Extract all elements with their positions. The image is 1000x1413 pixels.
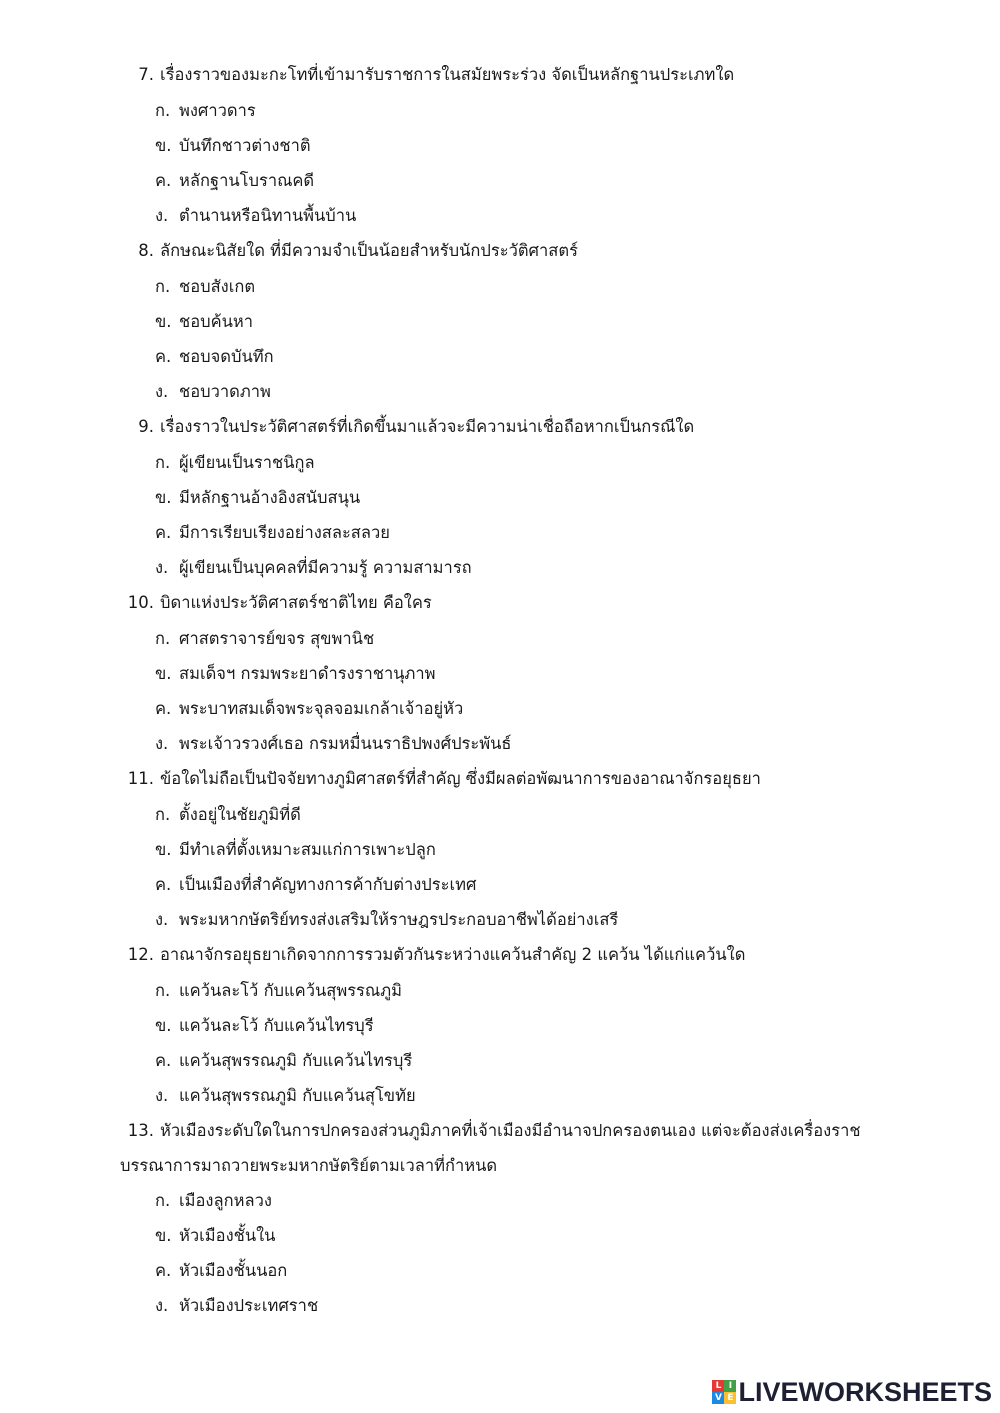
option-8-c (155, 345, 274, 369)
option-13-b (155, 1224, 275, 1248)
question-text: บิดาแห่งประวัติศาสตร์ชาติไทย คือใคร (160, 593, 432, 612)
option-letter: ค. (155, 699, 172, 718)
option-text: หัวเมืองประเทศราช (179, 1296, 319, 1315)
option-text: มีหลักฐานอ้างอิงสนับสนุน (179, 488, 361, 507)
logo-icon-letter: V (712, 1392, 724, 1404)
option-12-b (155, 1014, 374, 1038)
option-text: ศาสตราจารย์ขจร สุขพานิช (179, 629, 375, 648)
option-letter: ค. (155, 523, 172, 542)
option-10-b (155, 662, 436, 686)
question-text: ข้อใดไม่ถือเป็นปัจจัยทางภูมิศาสตร์ที่สำคัญ ซึ่งมีผลต่อพัฒนาการของอาณาจักรอยุธยา (160, 769, 761, 788)
question-text: ลักษณะนิสัยใด ที่มีความจำเป็นน้อยสำหรับนักประวัติศาสตร์ (160, 241, 578, 260)
option-letter: ก. (155, 629, 171, 648)
option-letter: ก. (155, 805, 171, 824)
question-13-continued: บรรณาการมาถวายพระมหากษัตริย์ตามเวลาที่กำหนด (120, 1156, 498, 1175)
question-number: 11. (127, 769, 154, 788)
logo-text: LIVEWORKSHEETS (738, 1377, 992, 1407)
option-letter: ข. (155, 1016, 172, 1035)
option-text: พงศาวดาร (179, 101, 256, 120)
option-text: ชอบจดบันทึก (179, 347, 274, 366)
logo-icon-letter: L (712, 1380, 724, 1392)
option-11-a (155, 803, 301, 827)
option-text: ตำนานหรือนิทานพื้นบ้าน (179, 206, 357, 225)
question-number: 10. (127, 593, 154, 612)
option-text: ชอบวาดภาพ (179, 382, 271, 401)
option-letter: ค. (155, 875, 172, 894)
option-text: มีทำเลที่ตั้งเหมาะสมแก่การเพาะปลูก (179, 840, 436, 859)
question-11 (120, 767, 761, 791)
option-letter: ก. (155, 453, 171, 472)
option-8-d (155, 380, 271, 404)
option-letter: ข. (155, 664, 172, 683)
option-text: บันทึกชาวต่างชาติ (179, 136, 311, 155)
question-text: หัวเมืองระดับใดในการปกครองส่วนภูมิภาคที่เจ้าเมืองมีอำนาจปกครองตนเอง แต่จะต้องส่งเครื่องราช (160, 1121, 861, 1140)
option-11-b (155, 838, 436, 862)
option-12-a (155, 979, 402, 1003)
option-9-d (155, 556, 472, 580)
question-text: อาณาจักรอยุธยาเกิดจากการรวมตัวกันระหว่างแคว้นสำคัญ 2 แคว้น ได้แก่แคว้นใด (160, 945, 746, 964)
question-10 (120, 591, 432, 615)
option-text: แคว้นสุพรรณภูมิ กับแคว้นสุโขทัย (179, 1086, 416, 1105)
option-7-a (155, 99, 256, 123)
liveworksheets-logo-icon (712, 1380, 736, 1404)
option-text: เมืองลูกหลวง (179, 1191, 272, 1210)
option-text: แคว้นละโว้ กับแคว้นสุพรรณภูมิ (179, 981, 402, 1000)
option-8-a (155, 275, 255, 299)
option-letter: ข. (155, 136, 172, 155)
option-10-d (155, 732, 512, 756)
option-letter: ข. (155, 1226, 172, 1245)
option-text: ตั้งอยู่ในชัยภูมิที่ดี (179, 805, 301, 824)
option-letter: ง. (155, 558, 169, 577)
option-7-d (155, 204, 356, 228)
option-text: พระมหากษัตริย์ทรงส่งเสริมให้ราษฎรประกอบอาชีพได้อย่างเสรี (179, 910, 619, 929)
option-text: ชอบสังเกต (179, 277, 256, 296)
option-10-a (155, 627, 374, 651)
question-number: 7. (138, 65, 154, 84)
question-7 (120, 63, 734, 87)
option-text: หัวเมืองชั้นใน (179, 1226, 276, 1245)
option-letter: ก. (155, 1191, 171, 1210)
question-number: 12. (127, 945, 154, 964)
option-9-b (155, 486, 360, 510)
option-13-c (155, 1259, 287, 1283)
question-12 (120, 943, 745, 967)
option-text: เป็นเมืองที่สำคัญทางการค้ากับต่างประเทศ (179, 875, 477, 894)
option-letter: ข. (155, 488, 172, 507)
liveworksheets-logo[interactable] (712, 1378, 992, 1406)
option-text: สมเด็จฯ กรมพระยาดำรงราชานุภาพ (179, 664, 436, 683)
option-text: หัวเมืองชั้นนอก (179, 1261, 288, 1280)
option-letter: ง. (155, 1296, 169, 1315)
option-letter: ข. (155, 312, 172, 331)
logo-icon-letter: I (724, 1380, 736, 1392)
question-number: 13. (127, 1121, 154, 1140)
option-letter: ก. (155, 981, 171, 1000)
option-7-b (155, 134, 311, 158)
option-13-d (155, 1294, 318, 1318)
option-text: แคว้นสุพรรณภูมิ กับแคว้นไทรบุรี (179, 1051, 413, 1070)
question-9 (120, 415, 694, 439)
option-11-c (155, 873, 477, 897)
option-letter: ง. (155, 1086, 169, 1105)
option-8-b (155, 310, 253, 334)
option-letter: ข. (155, 840, 172, 859)
question-text: เรื่องราวในประวัติศาสตร์ที่เกิดขึ้นมาแล้วจะมีความน่าเชื่อถือหากเป็นกรณีใด (160, 417, 695, 436)
option-letter: ค. (155, 171, 172, 190)
option-text: มีการเรียบเรียงอย่างสละสลวย (179, 523, 390, 542)
option-letter: ง. (155, 206, 169, 225)
option-12-d (155, 1084, 416, 1108)
logo-icon-letter: E (724, 1392, 736, 1404)
option-letter: ง. (155, 910, 169, 929)
option-text: แคว้นละโว้ กับแคว้นไทรบุรี (179, 1016, 374, 1035)
question-8 (120, 239, 578, 263)
option-text: หลักฐานโบราณคดี (179, 171, 315, 190)
option-12-c (155, 1049, 412, 1073)
option-9-a (155, 451, 315, 475)
question-number: 9. (138, 417, 154, 436)
option-letter: ค. (155, 1051, 172, 1070)
option-text: ผู้เขียนเป็นบุคคลที่มีความรู้ ความสามารถ (179, 558, 472, 577)
option-text: พระบาทสมเด็จพระจุลจอมเกล้าเจ้าอยู่หัว (179, 699, 464, 718)
option-letter: ง. (155, 734, 169, 753)
option-text: พระเจ้าวรวงศ์เธอ กรมหมื่นนราธิปพงศ์ประพันธ์ (179, 734, 512, 753)
option-10-c (155, 697, 463, 721)
option-letter: ค. (155, 1261, 172, 1280)
option-13-a (155, 1189, 272, 1213)
option-text: ชอบค้นหา (179, 312, 254, 331)
question-13 (120, 1119, 861, 1143)
option-letter: ก. (155, 101, 171, 120)
option-letter: ง. (155, 382, 169, 401)
question-text: เรื่องราวของมะกะโทที่เข้ามารับราชการในสมัยพระร่วง จัดเป็นหลักฐานประเภทใด (160, 65, 735, 84)
option-text: ผู้เขียนเป็นราชนิกูล (179, 453, 315, 472)
option-9-c (155, 521, 390, 545)
option-7-c (155, 169, 314, 193)
question-number: 8. (138, 241, 154, 260)
option-letter: ก. (155, 277, 171, 296)
option-letter: ค. (155, 347, 172, 366)
option-11-d (155, 908, 618, 932)
